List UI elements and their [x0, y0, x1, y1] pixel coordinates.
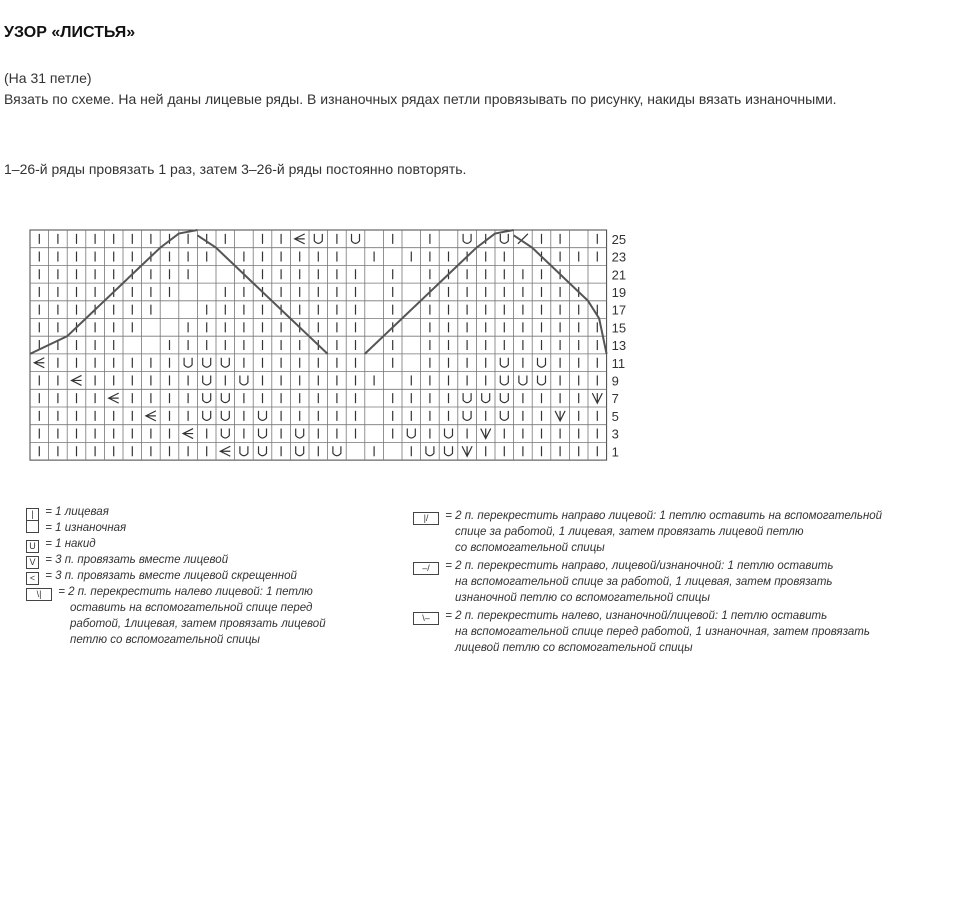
legend-text: = 3 п. провязать вместе лицевой скрещенной: [45, 570, 297, 582]
legend-left: [26, 504, 406, 694]
row-number-label: 23: [611, 249, 626, 265]
legend-item-right-cross-purl: [413, 558, 833, 575]
row-number-label: 11: [611, 355, 626, 371]
legend-item-left-cross: [26, 584, 313, 601]
legend-item-k3tog: [26, 552, 228, 569]
row-number-label: 9: [611, 373, 619, 389]
legend-text: = 1 лицевая: [45, 506, 109, 518]
legend-text: = 1 накид: [45, 538, 96, 550]
legend-item-yarn-over: [26, 536, 96, 553]
legend-text-cont: со вспомогательной спицы: [455, 542, 605, 554]
legend-text-cont: петлю со вспомогательной спицы: [70, 634, 260, 646]
legend-right: [413, 508, 963, 698]
legend-text-cont: на вспомогательной спице за работой, 1 лицевая, затем провязать: [455, 576, 833, 588]
right-cross-symbol-icon: |/: [413, 512, 439, 525]
row-number-label: 17: [611, 302, 626, 318]
legend-text: = 3 п. провязать вместе лицевой: [45, 554, 229, 566]
yarn-over-symbol-icon: U: [26, 540, 39, 553]
row-number-label: 7: [611, 391, 619, 407]
k3tog-symbol-icon: V: [26, 556, 39, 569]
k3tog-tbl-symbol-icon: <: [26, 572, 39, 585]
row-number-label: 21: [611, 267, 626, 283]
knit-symbol-icon: |: [26, 508, 39, 521]
legend-item-knit: [26, 504, 109, 521]
row-number-label: 25: [611, 231, 626, 247]
row-number-label: 5: [611, 408, 619, 424]
legend-text-cont: работой, 1лицевая, затем провязать лицевой: [70, 618, 326, 630]
stitch-count-note: (На 31 петле): [4, 70, 92, 86]
row-number-label: 13: [611, 338, 626, 354]
purl-symbol-icon: [26, 520, 39, 533]
legend-text-cont: на вспомогательной спице перед работой, 1 изнаночная, затем провязать: [455, 626, 870, 638]
right-cross-purl-symbol-icon: –/: [413, 562, 439, 575]
legend-text: = 2 п. перекрестить налево лицевой: 1 петлю: [58, 586, 313, 598]
legend-item-left-cross-purl: [413, 608, 827, 625]
legend-text: = 2 п. перекрестить налево, изнаночной/лицевой: 1 петлю оставить: [445, 610, 828, 622]
row-number-label: 3: [611, 426, 619, 442]
legend-text-cont: изнаночной петлю со вспомогательной спицы: [455, 592, 710, 604]
row-number-label: 1: [611, 444, 619, 460]
left-cross-purl-symbol-icon: \–: [413, 612, 439, 625]
pattern-title: УЗОР «ЛИСТЬЯ»: [4, 24, 136, 41]
knitting-chart: [26, 226, 626, 466]
legend-text: = 1 изнаночная: [45, 522, 127, 534]
legend-text-cont: оставить на вспомогательной спице перед: [70, 602, 313, 614]
legend-text-cont: спице за работой, 1 лицевая, затем провязать лицевой петлю: [455, 526, 804, 538]
pattern-description: Вязать по схеме. На ней даны лицевые ряды. В изнаночных рядах петли провязывать по рисунку, накиды вязать изнаночными.: [4, 91, 837, 107]
row-number-label: 19: [611, 284, 626, 300]
legend-text-cont: лицевой петлю со вспомогательной спицы: [455, 642, 693, 654]
legend-item-k3tog-tbl: [26, 568, 297, 585]
row-number-label: 15: [611, 320, 626, 336]
legend-text: = 2 п. перекрестить направо, лицевой/изнаночной: 1 петлю оставить: [445, 560, 834, 572]
legend-text: = 2 п. перекрестить направо лицевой: 1 петлю оставить на вспомогательной: [445, 510, 883, 522]
left-cross-symbol-icon: \|: [26, 588, 52, 601]
legend-item-right-cross: [413, 508, 882, 525]
repeat-instruction: 1–26-й ряды провязать 1 раз, затем 3–26-й ряды постоянно повторять.: [4, 161, 467, 177]
legend-item-purl: [26, 520, 126, 536]
